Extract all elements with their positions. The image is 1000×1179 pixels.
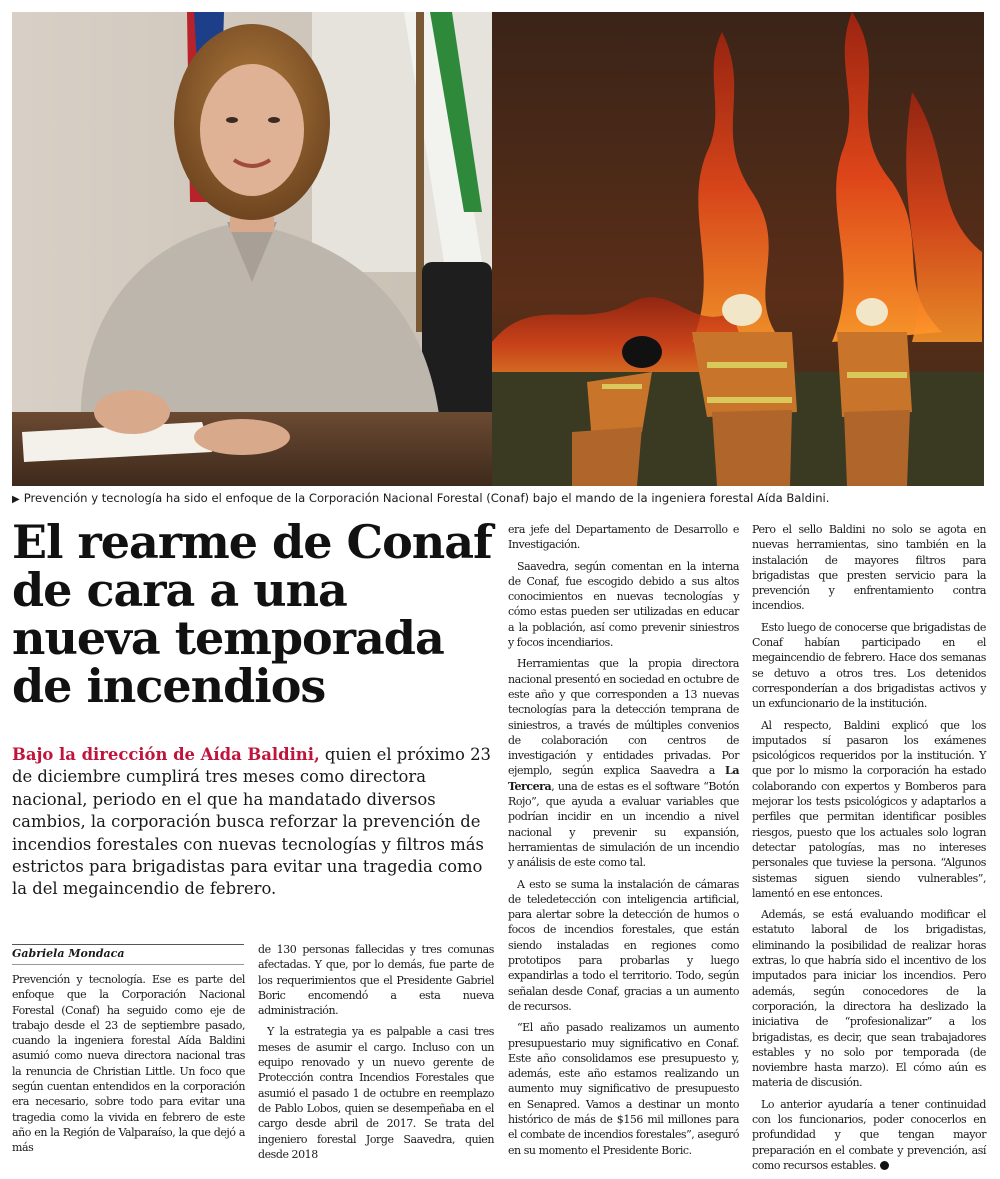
paragraph: Esto luego de conocerse que brigadistas de Conaf habían participado en el megaincendio de febrero. Hace dos semanas se detuvo a otros tres. Los detenidos corresponderían a dos brigadistas activos y un exfuncionario de la institución. [752,620,986,711]
paragraph: Prevención y tecnología. Ese es parte del enfoque que la Corporación Nacional Forestal (Conaf) ha seguido como eje de trabajo desde el 23 de septiembre pasado, cuando la ingeniera forestal Aída Baldini asumió como nueva directora nacional tras la renuncia de Christian Little. Un foco que según cuentan entendidos en la corporación era necesario, sobre todo para evitar una tragedia como la vivida en febrero de este año en la Región de Valparaíso, la que dejó a más [12,973,245,1155]
paragraph-text: Lo anterior ayudaría a tener continuidad con los funcionarios, poder conocerlos en profundidad y que tengan mayor preparación en el combate y prevención, así como recursos estables. [752,1097,986,1172]
newspaper-name: La Tercera [508,764,740,793]
paragraph: “El año pasado realizamos un aumento presupuestario muy significativo en Conaf. Este año consolidamos ese presupuesto y, además, este año estamos realizando un aumento muy significativo de presupuesto en Senapred. Vamos a destinar un monto histórico de más de $156 mil millones para el combate de incendios forestales”, aseguró en su momento el Presidente Boric. [508,1021,739,1157]
body-column-4 [752,522,986,1179]
headline-line-3: nueva temporada [12,611,444,665]
lead-highlight: Bajo la dirección de Aída Baldini, [12,745,320,764]
paragraph: Y la estrategia ya es palpable a casi tres meses de asumir el cargo. Incluso con un equipo renovado y un nuevo gerente de Protección contra Incendios Forestales que asumió el pasado 1 de octubre en reemplazo de Pablo Lobos, quien se desempeñaba en el cargo desde abril de 2017. Se trata del ingeniero forestal Jorge Saavedra, quien desde 2018 [258,1025,494,1161]
headline-line-1: El rearme de Conaf [12,515,492,569]
caption-text: Prevención y tecnología ha sido el enfoque de la Corporación Nacional Forestal (Conaf) bajo el mando de la ingeniera forestal Aída Baldini. [23,491,830,505]
article-headline [12,515,502,713]
portrait-photo [12,12,492,486]
paragraph-with-source [508,656,739,870]
paragraph-continuation: , una de estas es el software “Botón Rojo”, que ayuda a evaluar variables que podrían incidir en un incendio a nivel nacional y prevenir su expansión, herramientas de simulación de un incendio y análisis de este como tal. [508,779,739,870]
end-of-article-icon [880,1161,889,1170]
portrait-illustration [12,12,492,486]
paragraph: A esto se suma la instalación de cámaras de teledetección con inteligencia artificial, para alertar sobre la detección de humos o focos de incendios forestales, que están siendo instaladas en regiones como prototipos para probarlas y luego expandirlas a todo el territorio. Todo, según señalan desde Conaf, gracias a un aumento de recursos. [508,877,739,1013]
paragraph: de 130 personas fallecidas y tres comunas afectadas. Y que, por lo demás, fue parte de los requerimientos que el Presidente Gabriel Boric encomendó a esta nueva administración. [258,943,494,1018]
byline-rule-bottom [12,964,244,965]
headline-line-4: de incendios [12,659,326,713]
byline: Gabriela Mondaca [12,947,125,960]
paragraph: Al respecto, Baldini explicó que los imputados sí pasaron los exámenes psicológicos requeridos por la institución. Y que por lo mismo la corporación ha estado colaborando con expertos y Bomberos para mejorar los tests psicológicos y adaptarlos a perfiles que permitan identificar posibles riesgos, puesto que los actuales solo logran detectar patologías, mas no intereses personales que tuviese la persona. “Algunos sistemas siguen siendo vulnerables”, lamentó en ese entonces. [752,718,986,900]
paragraph: Pero el sello Baldini no solo se agota en nuevas herramientas, sino también en la instalación de mayores filtros para brigadistas que presten servicio para la prevención y enfrentamiento contra incendios. [752,523,986,613]
paragraph-text: Herramientas que la propia directora nacional presentó en sociedad en octubre de este año y que corresponden a 13 nuevas tecnologías para la detección temprana de siniestros, a través de múltiples convenios de colaboración con centros de investigación y entidades privadas. Por ejemplo, según explica Saavedra a [508,657,739,778]
wildfire-illustration [492,12,984,486]
caption-triangle-icon: ▶ [12,494,20,505]
wildfire-photo [492,12,984,486]
body-column-1 [12,972,245,1162]
body-column-3 [508,522,739,1164]
headline-line-2: de cara a una [12,563,347,617]
article-lead [12,744,497,901]
paragraph: era jefe del Departamento de Desarrollo e Investigación. [508,523,739,552]
paragraph: Además, se está evaluando modificar el estatuto laboral de los brigadistas, eliminando la posibilidad de realizar horas extras, lo que habría sido el incentivo de los imputados para iniciar los incendios. Pero además, según conocedores de la corporación, la directora ha deslizado la iniciativa de “profesionalizar” a los brigadistas, es decir, que sean trabajadores estables y no solo por temporada (de noviembre hasta marzo). El cómo aún es materia de discusión. [752,908,986,1090]
paragraph-final [752,1097,986,1173]
body-column-2 [258,942,494,1168]
paragraph: Saavedra, según comentan en la interna de Conaf, fue escogido debido a sus altos conocimientos en nuevas tecnologías y cómo estas pueden ser utilizadas en educar a la población, así como prevenir siniestros y focos incendiarios. [508,559,739,650]
lead-text: quien el próximo 23 de diciembre cumplirá tres meses como directora nacional, periodo en el que ha mandatado diversos cambios, la corporación busca reforzar la prevención de incendios forestales con nuevas tecnologías y filtros más estrictos para brigadistas para evitar una tragedia como la del megaincendio de febrero. [12,745,491,899]
byline-rule-top [12,944,244,945]
photo-caption [12,490,987,508]
